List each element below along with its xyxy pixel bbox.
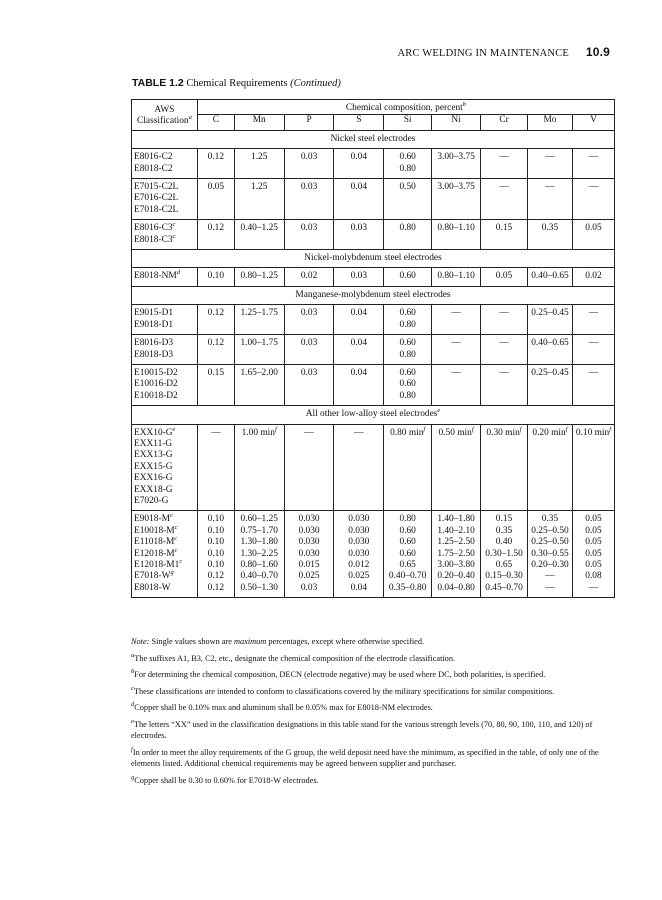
value-cell-cr: — xyxy=(481,364,528,405)
value-cell-ni: — xyxy=(432,335,481,365)
value-cell-mn: 1.25 xyxy=(234,149,284,179)
value-cell-mn: 1.65–2.00 xyxy=(234,364,284,405)
table-row xyxy=(132,424,615,511)
value-cell-p: 0.030 0.030 0.030 0.030 0.015 0.025 0.03 xyxy=(284,511,334,598)
value-cell-s: 0.030 0.030 0.030 0.030 0.012 0.025 0.04 xyxy=(334,511,384,598)
column-header-v: V xyxy=(572,115,614,130)
table-row xyxy=(132,364,615,405)
chemical-composition-header: Chemical composition, percent$^b$ xyxy=(197,100,614,115)
value-cell-cr: — xyxy=(481,149,528,179)
value-cell-mn: 1.25 xyxy=(234,179,284,220)
value-cell-c: 0.05 xyxy=(197,179,234,220)
value-cell-c: 0.15 xyxy=(197,364,234,405)
value-cell-mn: 0.80–1.25 xyxy=(234,268,284,286)
column-header-cr: Cr xyxy=(481,115,528,130)
value-cell-s: 0.04 xyxy=(334,149,384,179)
value-cell-mn: 0.40–1.25 xyxy=(234,220,284,250)
value-cell-cr: 0.15 xyxy=(481,220,528,250)
value-cell-v: — xyxy=(572,179,614,220)
value-cell-ni: 0.80–1.10 xyxy=(432,268,481,286)
classification-cell: E8016-C3$^c$ E8018-C3$^c$ xyxy=(132,220,198,250)
footnote-g: $^g$Copper shall be 0.30 to 0.60% for E7018-W electrodes. xyxy=(131,773,319,785)
value-cell-mo: 0.20 $\min^f$ xyxy=(527,424,572,511)
value-cell-si: 0.80 0.60 0.60 0.60 0.65 0.40–0.70 0.35–0.80 xyxy=(384,511,432,598)
value-cell-mo: 0.35 xyxy=(527,220,572,250)
footnote-e: $^e$The letters “XX” used in the classification designations in this table stand for the various strength levels (70, 80, 90, 100, 110, and 120) of electrodes. xyxy=(131,717,593,740)
section-title: Manganese-molybdenum steel electrodes xyxy=(132,286,615,304)
value-cell-p: 0.03 xyxy=(284,179,334,220)
value-cell-cr: 0.05 xyxy=(481,268,528,286)
value-cell-cr: 0.30 $\min^f$ xyxy=(481,424,528,511)
value-cell-p: 0.03 xyxy=(284,220,334,250)
table-row xyxy=(132,305,615,335)
value-cell-ni: 3.00–3.75 xyxy=(432,149,481,179)
value-cell-si: 0.60 0.80 xyxy=(384,335,432,365)
table-row xyxy=(132,179,615,220)
value-cell-mo: 0.35 0.25–0.50 0.25–0.50 0.30–0.55 0.20–0.30 — — xyxy=(527,511,572,598)
value-cell-c: 0.12 xyxy=(197,335,234,365)
value-cell-mn: 1.25–1.75 xyxy=(234,305,284,335)
value-cell-mo: 0.40–0.65 xyxy=(527,335,572,365)
value-cell-p: 0.03 xyxy=(284,149,334,179)
value-cell-mo: 0.25–0.45 xyxy=(527,305,572,335)
value-cell-mn: 1.00–1.75 xyxy=(234,335,284,365)
value-cell-ni: 0.80–1.10 xyxy=(432,220,481,250)
table-row xyxy=(132,335,615,365)
value-cell-cr: — xyxy=(481,335,528,365)
value-cell-c: 0.12 xyxy=(197,305,234,335)
value-cell-si: 0.80 xyxy=(384,220,432,250)
value-cell-si: 0.60 0.80 xyxy=(384,149,432,179)
value-cell-si: 0.60 xyxy=(384,268,432,286)
value-cell-mo: — xyxy=(527,179,572,220)
value-cell-c: — xyxy=(197,424,234,511)
value-cell-si: 0.60 0.80 xyxy=(384,305,432,335)
table-row xyxy=(132,268,615,286)
value-cell-s: 0.04 xyxy=(334,335,384,365)
value-cell-mo: — xyxy=(527,149,572,179)
footnote-b: $^b$For determining the chemical composition, DECN (electrode negative) may be used where DC, both polarities, is specified. xyxy=(131,668,546,679)
value-cell-v: — xyxy=(572,149,614,179)
value-cell-cr: — xyxy=(481,179,528,220)
table-label: TABLE 1.2 xyxy=(132,77,184,89)
section-title: Nickel-molybdenum steel electrodes xyxy=(132,250,615,268)
footnote-f: $^f$In order to meet the alloy requirements of the G group, the weld deposit need have the minimum, as specified in the table, of only one of the elements listed. Additional chemical requirements may be agreed between supplier and purchaser. xyxy=(131,745,599,768)
value-cell-v: 0.02 xyxy=(572,268,614,286)
value-cell-c: 0.10 xyxy=(197,268,234,286)
value-cell-si: 0.50 xyxy=(384,179,432,220)
table-row xyxy=(132,149,615,179)
value-cell-v: — xyxy=(572,335,614,365)
value-cell-s: 0.03 xyxy=(334,268,384,286)
value-cell-p: 0.02 xyxy=(284,268,334,286)
table-continued: (Continued) xyxy=(290,78,341,89)
column-header-mn: Mn xyxy=(234,115,284,130)
value-cell-si: 0.60 0.60 0.80 xyxy=(384,364,432,405)
value-cell-s: 0.03 xyxy=(334,220,384,250)
value-cell-v: 0.05 0.05 0.05 0.05 0.05 0.08 — xyxy=(572,511,614,598)
value-cell-s: 0.04 xyxy=(334,364,384,405)
table-caption xyxy=(132,77,341,89)
value-cell-ni: — xyxy=(432,364,481,405)
classification-cell: E7015-C2L E7016-C2L E7018-C2L xyxy=(132,179,198,220)
value-cell-v: — xyxy=(572,305,614,335)
value-cell-mo: 0.40–0.65 xyxy=(527,268,572,286)
classification-cell: E9015-D1 E9018-D1 xyxy=(132,305,198,335)
classification-cell: E8016-D3 E8018-D3 xyxy=(132,335,198,365)
column-header-ni: Ni xyxy=(432,115,481,130)
column-header-mo: Mo xyxy=(527,115,572,130)
classification-cell: $E9018-M^c$ $E10018-M^c$ $E11018-M^c$ $E12018-M^c$ E12018-M1$^c$ $E7018-W^g$ E8018-W xyxy=(132,511,198,598)
running-header xyxy=(397,45,610,59)
chemical-requirements-table xyxy=(131,99,615,598)
value-cell-si: 0.80 $\min^f$ xyxy=(384,424,432,511)
value-cell-p: 0.03 xyxy=(284,335,334,365)
value-cell-v: 0.05 xyxy=(572,220,614,250)
value-cell-p: 0.03 xyxy=(284,364,334,405)
table-title: Chemical Requirements xyxy=(186,78,288,89)
running-title: ARC WELDING IN MAINTENANCE xyxy=(397,48,570,59)
table-row xyxy=(132,220,615,250)
footnote-a: $^a$The suffixes A1, B3, C2, etc., designate the chemical composition of the electrode classification. xyxy=(131,651,456,663)
table-notes xyxy=(131,636,615,791)
value-cell-v: — xyxy=(572,364,614,405)
footnote-c: $^c$These classifications are intended to conform to classifications covered by the military specifications for similar compositions. xyxy=(131,684,555,696)
note-general: Note: Single values shown are maximum percentages, except where otherwise specified. xyxy=(131,637,425,646)
value-cell-ni: 3.00–3.75 xyxy=(432,179,481,220)
value-cell-mo: 0.25–0.45 xyxy=(527,364,572,405)
value-cell-ni: — xyxy=(432,305,481,335)
value-cell-s: 0.04 xyxy=(334,305,384,335)
value-cell-cr: 0.15 0.35 0.40 0.30–1.50 0.65 0.15–0.30 0.45–0.70 xyxy=(481,511,528,598)
page-number: 10.9 xyxy=(585,45,610,59)
aws-classification-header: AWS Classification$^a$ xyxy=(132,100,198,131)
section-title: All other low-alloy steel electrodes$^e$ xyxy=(132,406,615,424)
value-cell-mn: 1.00 $\min^f$ xyxy=(234,424,284,511)
value-cell-s: — xyxy=(334,424,384,511)
value-cell-s: 0.04 xyxy=(334,179,384,220)
section-title: Nickel steel electrodes xyxy=(132,130,615,148)
column-header-s: S xyxy=(334,115,384,130)
value-cell-c: 0.10 0.10 0.10 0.10 0.10 0.12 0.12 xyxy=(197,511,234,598)
classification-cell: $E8018-NM^d$ xyxy=(132,268,198,286)
value-cell-p: 0.03 xyxy=(284,305,334,335)
classification-cell: $EXX10-G^e$ EXX11-G EXX13-G EXX15-G EXX16-G EXX18-G E7020-G xyxy=(132,424,198,511)
value-cell-c: 0.12 xyxy=(197,149,234,179)
classification-cell: E10015-D2 E10016-D2 E10018-D2 xyxy=(132,364,198,405)
value-cell-c: 0.12 xyxy=(197,220,234,250)
value-cell-p: — xyxy=(284,424,334,511)
footnote-d: $^d$Copper shall be 0.10% max and aluminum shall be 0.05% max for E8018-NM electrodes. xyxy=(131,701,433,712)
table-row xyxy=(132,511,615,598)
value-cell-v: 0.10 $\min^f$ xyxy=(572,424,614,511)
value-cell-ni: 1.40–1.80 1.40–2.10 1.25–2.50 1.75–2.50 3.00–3.80 0.20–0.40 0.04–0.80 xyxy=(432,511,481,598)
value-cell-mn: 0.60–1.25 0.75–1.70 1.30–1.80 1.30–2.25 0.80–1.60 0.40–0.70 0.50–1.30 xyxy=(234,511,284,598)
column-header-p: P xyxy=(284,115,334,130)
classification-cell: E8016-C2 E8018-C2 xyxy=(132,149,198,179)
value-cell-cr: — xyxy=(481,305,528,335)
value-cell-ni: 0.50 $\min^f$ xyxy=(432,424,481,511)
column-header-si: Si xyxy=(384,115,432,130)
column-header-c: C xyxy=(197,115,234,130)
